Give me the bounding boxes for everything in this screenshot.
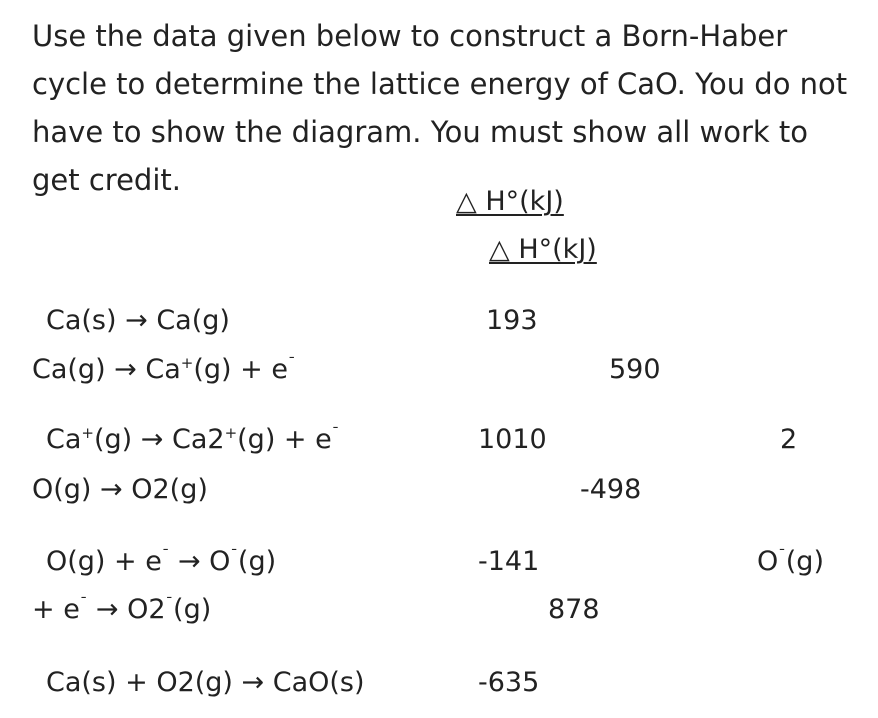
- charge-superscript: +: [81, 424, 94, 442]
- charge-superscript: ¯: [230, 546, 238, 564]
- reaction-cao-formation: Ca(s) + O2(g) → CaO(s): [46, 667, 365, 698]
- enthalpy-header-2: △ H°(kJ): [489, 234, 597, 265]
- reaction-o-second-electron-affinity: [32, 593, 211, 627]
- reaction-part: (g) + e: [237, 424, 332, 455]
- reaction-part: (g) + e: [193, 354, 288, 385]
- value-o-dissociation: -498: [580, 474, 642, 505]
- value-o-first-electron-affinity: -141: [478, 546, 540, 577]
- reaction-ca-sublimation: Ca(s) → Ca(g): [46, 305, 230, 336]
- reaction-part: → O2: [87, 594, 166, 625]
- value-cao-formation: -635: [478, 667, 540, 698]
- reaction-o-dissociation: O(g) → O2(g): [32, 474, 208, 505]
- value-ca-first-ionization: 590: [609, 354, 661, 385]
- reaction-part: + e: [32, 594, 80, 625]
- charge-superscript: ¯: [165, 594, 174, 612]
- reaction-ca-second-ionization: [46, 423, 339, 457]
- charge-superscript: ¯: [161, 546, 170, 564]
- reaction-ca-first-ionization: [32, 353, 295, 387]
- value-ca-second-ionization: 1010: [478, 424, 547, 455]
- reaction-part: O(g) + e: [46, 546, 162, 577]
- side-note-o-ion: [757, 545, 824, 579]
- reaction-part: Ca(g) → Ca: [32, 354, 181, 385]
- reaction-part: (g): [237, 546, 277, 577]
- side-note-2: 2: [780, 424, 798, 455]
- reaction-part: (g): [785, 546, 824, 577]
- charge-superscript: ¯: [778, 546, 786, 564]
- reaction-part: O: [757, 546, 779, 577]
- reaction-part: Ca: [46, 424, 82, 455]
- reaction-part: → O: [169, 546, 231, 577]
- reaction-o-first-electron-affinity: [46, 545, 276, 579]
- enthalpy-header-1: △ H°(kJ): [456, 186, 564, 217]
- reaction-part: (g) → Ca2: [93, 424, 225, 455]
- charge-superscript: ¯: [79, 594, 88, 612]
- reaction-part: (g): [173, 594, 212, 625]
- charge-superscript: ¯: [331, 424, 340, 442]
- instructions-text: Use the data given below to construct a Born-Haber cycle to determine the lattice energy of CaO. You do not have to show the diagram. You must show all work to get credit.: [32, 19, 848, 197]
- value-ca-sublimation: 193: [486, 305, 538, 336]
- charge-superscript: ¯: [287, 354, 296, 372]
- charge-superscript: +: [224, 424, 238, 442]
- charge-superscript: +: [180, 354, 194, 372]
- value-o-second-electron-affinity: 878: [548, 594, 600, 625]
